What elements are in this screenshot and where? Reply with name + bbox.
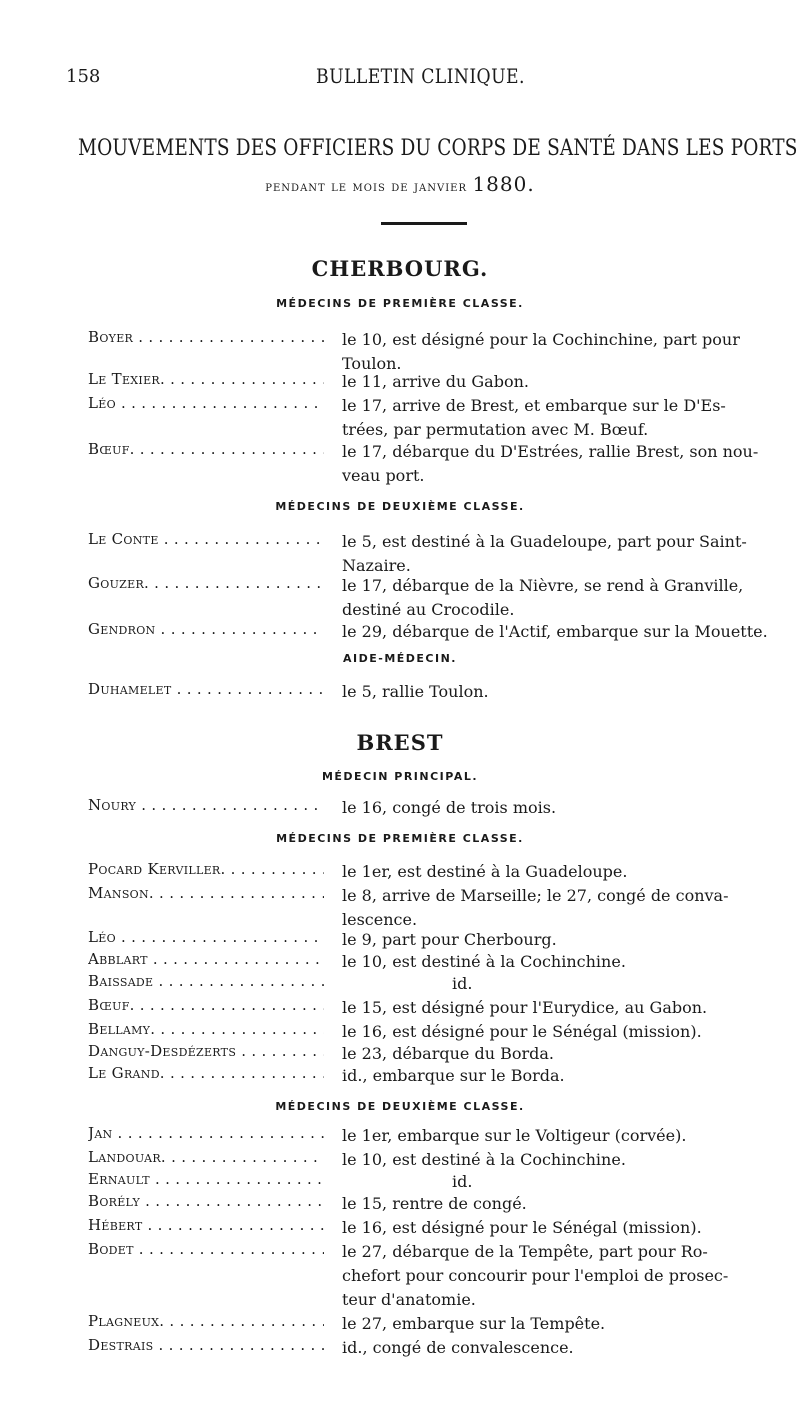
officer-name: Landouar. . . . [88,1148,324,1166]
description-line: le 17, arrive de Brest, et embarque sur le D'Es- [342,396,726,415]
description-line: le 11, arrive du Gabon. [342,372,529,391]
description-line: le 16, est désigné pour le Sénégal (mission). [342,1022,702,1041]
entry-description [342,620,774,644]
officer-name: Hébert . . . [88,1216,324,1234]
description-line: id., congé de convalescence. [342,1338,574,1357]
entry-description [342,328,774,376]
officer-name: Manson. . . . [88,884,324,902]
officer-name: Le Conte . . . [88,530,324,548]
officer-name: Abblart . . . [88,950,324,968]
description-line: le 10, est désigné pour la Cochinchine, part pour [342,330,740,349]
subtitle-text: pendant le mois de janvier [265,179,467,195]
description-line: le 8, arrive de Marseille; le 27, congé de conva- [342,886,729,905]
category-heading: MÉDECINS DE PREMIÈRE CLASSE. [276,832,524,845]
port-heading-brest: BREST [356,730,444,755]
description-line: le 15, rentre de congé. [342,1194,527,1213]
description-line: le 9, part pour Cherbourg. [342,930,557,949]
entry-description [342,680,774,704]
description-line: veau port. [342,466,425,485]
description-line: le 1er, embarque sur le Voltigeur (corvée). [342,1126,687,1145]
document-title: MOUVEMENTS DES OFFICIERS DU CORPS DE SANTÉ DANS LES PORTS [78,136,798,161]
description-line: le 10, est destiné à la Cochinchine. [342,952,626,971]
officer-name: Duhamelet . . . [88,680,324,698]
description-line: le 1er, est destiné à la Guadeloupe. [342,862,628,881]
description-line: le 17, débarque de la Nièvre, se rend à Granville, [342,576,744,595]
officer-name: Destrais . . . [88,1336,324,1354]
description-line: id. [452,1172,473,1191]
officer-name: Bellamy. . . . [88,1020,324,1038]
entry-description [342,1170,774,1194]
subtitle-year: 1880. [472,172,535,196]
description-line: id. [452,974,473,993]
category-heading: MÉDECINS DE DEUXIÈME CLASSE. [275,1100,525,1113]
running-title: BULLETIN CLINIQUE. [316,64,525,88]
entry-description [342,1064,774,1088]
officer-name: Gouzer. . . . [88,574,324,592]
entry-description [342,950,774,974]
officer-name: Borély . . . [88,1192,324,1210]
description-line: le 27, débarque de la Tempête, part pour Ro- [342,1242,708,1261]
entry-description [342,574,774,622]
category-heading: MÉDECIN PRINCIPAL. [321,770,479,783]
officer-name: Boyer . . . [88,328,324,346]
entry-description [342,996,774,1020]
officer-name: Baissade . . . [88,972,324,990]
description-line: id., embarque sur le Borda. [342,1066,565,1085]
entry-description [342,1020,774,1044]
page-number: 158 [66,66,101,87]
description-line: le 17, débarque du D'Estrées, rallie Brest, son nou- [342,442,759,461]
officer-name: Le Grand. . . . [88,1064,324,1082]
entry-description [342,1124,774,1148]
officer-name: Plagneux. . . . [88,1312,324,1330]
officer-name: Léo . . . [88,394,324,412]
description-line: chefort pour concourir pour l'emploi de prosec- [342,1266,729,1285]
description-line: le 16, est désigné pour le Sénégal (mission). [342,1218,702,1237]
officer-name: Bœuf. . . . [88,996,324,1014]
description-line: Nazaire. [342,556,411,575]
document-subtitle [0,172,800,196]
entry-description [342,1336,774,1360]
entry-description [342,394,774,442]
port-heading-cherbourg: CHERBOURG. [311,256,489,281]
entry-description [342,1216,774,1240]
description-line: trées, par permutation avec M. Bœuf. [342,420,649,439]
officer-name: Pocard Kerviller. . . . [88,860,324,878]
officer-name: Gendron . . . [88,620,324,638]
title-rule [381,222,467,225]
category-heading: MÉDECINS DE PREMIÈRE CLASSE. [276,297,524,310]
officer-name: Léo . . . [88,928,324,946]
entry-description [342,972,774,996]
entry-description [342,928,774,952]
category-heading: AIDE-MÉDECIN. [343,652,457,665]
description-line: le 15, est désigné pour l'Eurydice, au Gabon. [342,998,708,1017]
description-line: le 23, débarque du Borda. [342,1044,554,1063]
entry-description [342,440,774,488]
description-line: le 5, est destiné à la Guadeloupe, part pour Saint- [342,532,747,551]
description-line: le 16, congé de trois mois. [342,798,557,817]
officer-name: Bodet . . . [88,1240,324,1258]
description-line: Toulon. [342,354,402,373]
entry-description [342,370,774,394]
entry-description [342,1240,774,1312]
entry-description [342,1192,774,1216]
entry-description [342,1148,774,1172]
description-line: le 5, rallie Toulon. [342,682,489,701]
entry-description [342,884,774,932]
category-heading: MÉDECINS DE DEUXIÈME CLASSE. [275,500,525,513]
entry-description [342,1042,774,1066]
description-line: lescence. [342,910,418,929]
entry-description [342,530,774,578]
page-header [66,60,760,100]
officer-name: Noury . . . [88,796,324,814]
entry-description [342,796,774,820]
officer-name: Danguy-Desdézerts . . . [88,1042,324,1060]
description-line: le 27, embarque sur la Tempête. [342,1314,606,1333]
description-line: teur d'anatomie. [342,1290,476,1309]
officer-name: Le Texier. . . . [88,370,324,388]
entry-description [342,860,774,884]
officer-name: Jan . . . [88,1124,324,1142]
description-line: le 10, est destiné à la Cochinchine. [342,1150,626,1169]
officer-name: Bœuf. . . . [88,440,324,458]
officer-name: Ernault . . . [88,1170,324,1188]
description-line: le 29, débarque de l'Actif, embarque sur la Mouette. [342,622,768,641]
description-line: destiné au Crocodile. [342,600,515,619]
entry-description [342,1312,774,1336]
